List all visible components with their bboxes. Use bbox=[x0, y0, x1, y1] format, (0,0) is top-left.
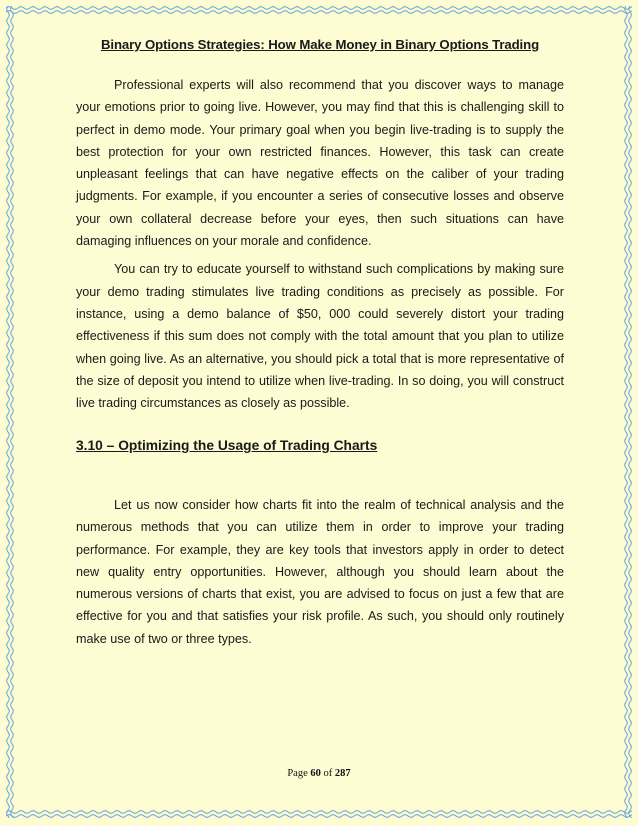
decorative-border-bottom bbox=[6, 808, 632, 820]
decorative-border-top bbox=[6, 4, 632, 16]
of-label: of bbox=[323, 768, 333, 779]
page-content bbox=[76, 36, 564, 646]
current-page-number: 60 bbox=[310, 768, 321, 779]
section-heading: 3.10 – Optimizing the Usage of Trading Charts bbox=[76, 438, 378, 453]
body-paragraph: Professional experts will also recommend that you discover ways to manage your emotions prior to going live. However, you may find that this is challenging skill to perfect in demo mode. Your primary goal when you begin live-trading is to supply the best protection for your own restricted finances. However, this task can create unpleasant feelings that can have negative effects on the caliber of your trading judgments. For example, if you encounter a series of consecutive losses and observe your own collateral decrease before your eyes, then such situations can have damaging influences on your morale and confidence. bbox=[76, 78, 564, 249]
page-footer bbox=[0, 768, 638, 779]
page-label: Page bbox=[287, 768, 308, 779]
decorative-border-left bbox=[4, 6, 16, 818]
document-title: Binary Options Strategies: How Make Money in Binary Options Trading bbox=[100, 37, 540, 52]
total-pages-number: 287 bbox=[334, 768, 351, 779]
decorative-border-right bbox=[622, 6, 634, 818]
section-paragraph: Let us now consider how charts fit into the realm of technical analysis and the numerous methods that you can utilize them in order to improve your trading performance. For example, they are key tools that investors apply in order to detect new quality entry opportunities. However, although you should learn about the numerous versions of charts that exist, you are advised to focus on just a few that are effective for you and that satisfies your risk profile. As such, you should only routinely make use of two or three types. bbox=[76, 498, 564, 646]
body-paragraph: You can try to educate yourself to withstand such complications by making sure your demo trading stimulates live trading conditions as precisely as possible. For instance, using a demo balance of $50, 000 could severely distort your trading effectiveness if this sum does not comply with the total amount that you plan to utilize when going live. As an alternative, you should pick a total that is more representative of the size of deposit you intend to utilize when live-trading. In so doing, you will construct live trading circumstances as closely as possible. bbox=[76, 262, 564, 411]
